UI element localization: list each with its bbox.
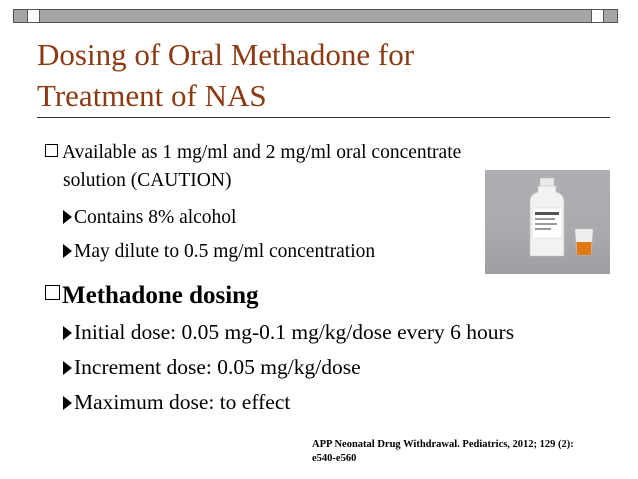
methadone-bottle-photo bbox=[485, 170, 610, 274]
sub-bullet-increment-dose bbox=[63, 353, 361, 381]
sub-bullet-maximum-dose bbox=[63, 388, 290, 416]
decorative-bar-square bbox=[591, 10, 604, 22]
sub-bullet-initial-dose bbox=[63, 318, 514, 346]
decorative-bar-square bbox=[27, 10, 40, 22]
triangle-bullet-icon bbox=[63, 210, 72, 224]
title-divider bbox=[37, 117, 610, 118]
bullet-dosing-heading: Methadone dosing bbox=[62, 282, 259, 309]
sub-bullet-text: Maximum dose: to effect bbox=[74, 390, 291, 414]
triangle-bullet-icon bbox=[63, 244, 72, 258]
decorative-top-bar bbox=[13, 9, 618, 23]
dosing-cup-icon bbox=[573, 227, 595, 257]
sub-bullet-dilute bbox=[63, 238, 375, 266]
title-line-2: Treatment of NAS bbox=[37, 78, 267, 113]
sub-bullet-text: Initial dose: 0.05 mg-0.1 mg/kg/dose every 6 hours bbox=[74, 320, 515, 344]
bullet-availability-line2: solution (CAUTION) bbox=[63, 170, 232, 191]
bottle-icon bbox=[526, 178, 568, 258]
title-line-1: Dosing of Oral Methadone for bbox=[37, 37, 415, 72]
bullet-methadone-dosing bbox=[45, 281, 259, 311]
citation-line-2: e540-e560 bbox=[312, 453, 357, 464]
sub-bullet-alcohol bbox=[63, 204, 236, 232]
slide-title bbox=[37, 34, 597, 116]
citation-line-1: APP Neonatal Drug Withdrawal. Pediatrics, 2012; 129 (2): bbox=[312, 439, 574, 450]
triangle-bullet-icon bbox=[63, 326, 72, 340]
sub-bullet-text: Increment dose: 0.05 mg/kg/dose bbox=[74, 355, 361, 379]
sub-bullet-text: May dilute to 0.5 mg/ml concentration bbox=[74, 241, 376, 262]
triangle-bullet-icon bbox=[63, 361, 72, 375]
citation bbox=[312, 438, 622, 466]
triangle-bullet-icon bbox=[63, 396, 72, 410]
sub-bullet-text: Contains 8% alcohol bbox=[74, 207, 237, 228]
box-bullet-icon bbox=[45, 285, 60, 300]
box-bullet-icon bbox=[45, 144, 58, 157]
bullet-availability-line1: Available as 1 mg/ml and 2 mg/ml oral concentrate bbox=[62, 142, 462, 163]
